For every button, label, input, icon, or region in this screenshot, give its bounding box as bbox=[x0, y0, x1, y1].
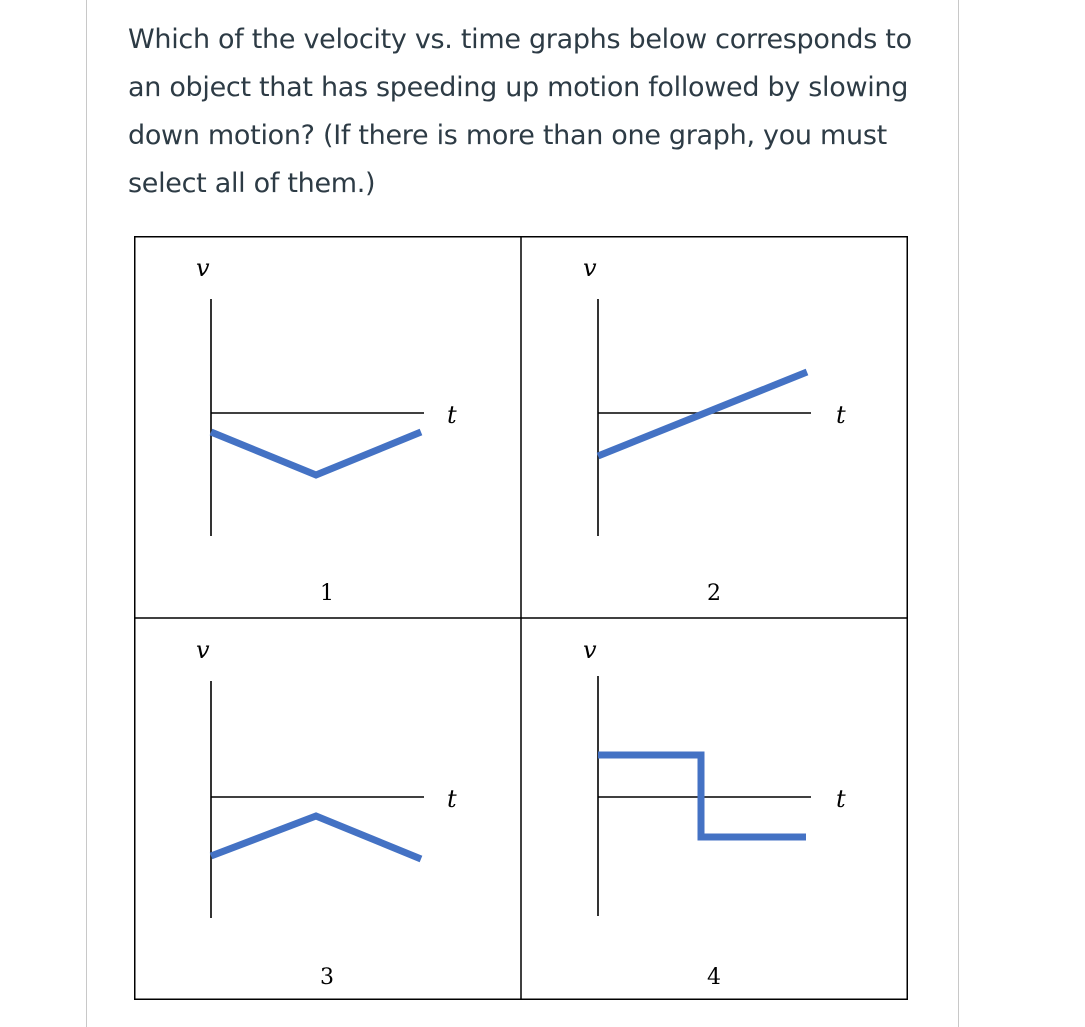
panel-1-velocity-line bbox=[211, 432, 421, 475]
panel-1-t-axis-label: t bbox=[447, 401, 457, 429]
panel-3-velocity-line bbox=[211, 816, 421, 859]
question-text: Which of the velocity vs. time graphs below corresponds to an object that has speeding up motion followed by slowing down motion? (If there is more than one graph, you must select all of them.) bbox=[128, 24, 912, 199]
panel-2-t-axis-label: t bbox=[836, 401, 846, 429]
panel-4-v-axis-label: v bbox=[583, 636, 597, 664]
panel-1-number: 1 bbox=[320, 581, 334, 606]
graph-panel-1 bbox=[196, 254, 457, 606]
panel-4-number: 4 bbox=[707, 965, 721, 990]
panel-2-number: 2 bbox=[707, 581, 721, 606]
graph-panel-3 bbox=[196, 636, 457, 990]
graph-panel-4 bbox=[583, 636, 846, 990]
panel-1-v-axis-label: v bbox=[196, 254, 210, 282]
panel-2-velocity-line bbox=[598, 372, 807, 456]
panel-3-number: 3 bbox=[320, 965, 334, 990]
panel-2-v-axis-label: v bbox=[583, 254, 597, 282]
panel-4-t-axis-label: t bbox=[836, 785, 846, 813]
panel-3-t-axis-label: t bbox=[447, 785, 457, 813]
panel-4-velocity-line bbox=[598, 755, 806, 837]
velocity-time-graphs-figure bbox=[134, 236, 908, 1000]
content-right-border bbox=[958, 0, 959, 1027]
panel-3-v-axis-label: v bbox=[196, 636, 210, 664]
content-left-border bbox=[86, 0, 87, 1027]
graph-panel-2 bbox=[583, 254, 846, 606]
